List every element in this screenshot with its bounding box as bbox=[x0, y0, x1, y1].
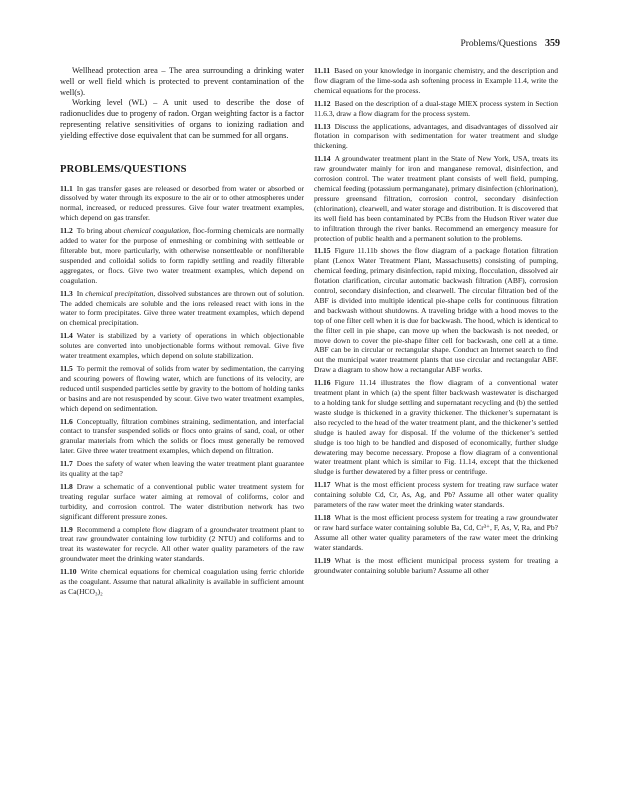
definition-text: A unit used to describe the dose of radionuclides due to progeny of radon. Organ weighting factor is a factor representing relative sensitivities of organs to ionizing radiation and yielding effective dose equivalent that can be summed for all organs. bbox=[60, 98, 304, 140]
question-emphasis: chemical precipitation bbox=[85, 288, 154, 298]
question-text: Water is stabilized by a variety of operations in which objectionable solutes are converted into unobjectionable forms without removal. Give five water treatment examples, which depend on solute stabilization. bbox=[60, 331, 304, 361]
definition-term: Working level (WL) bbox=[72, 98, 148, 108]
question-text: In bbox=[76, 288, 86, 298]
question-text-cont: , floc-forming chemicals are normally added to water for the purpose of enmeshing or combining with settleable or filterable but, more particularly, with otherwise nonsettleable or nonfilterable suspended and colloidal solids to form rapidly settling and readily filterable aggregates, or flocs. Give two water treatment examples, which depend on coagulation. bbox=[60, 226, 304, 285]
definition-paragraph: Wellhead protection area – The area surrounding a drinking water well or well field which is protected to prevent contamination of the well(s). bbox=[60, 66, 305, 97]
question-number: 11.6 bbox=[60, 416, 73, 426]
question-item bbox=[314, 378, 558, 477]
question-item bbox=[60, 525, 304, 565]
question-text: Discuss the applications, advantages, and disadvantages of dissolved air flotation in comparison with sedimentation for water treatment and sludge thickening. bbox=[314, 121, 558, 151]
question-number: 11.3 bbox=[60, 288, 73, 298]
question-item bbox=[60, 289, 304, 329]
question-number: 11.9 bbox=[60, 524, 73, 534]
question-item bbox=[314, 513, 558, 553]
question-item bbox=[314, 154, 558, 243]
question-item bbox=[314, 122, 558, 152]
question-number: 11.15 bbox=[314, 246, 331, 256]
question-item bbox=[314, 246, 558, 375]
question-number: 11.5 bbox=[60, 363, 73, 373]
definition-paragraph: Working level (WL) – A unit used to describe the dose of radionuclides due to progeny of radon. Organ weighting factor is a factor representing relative sensitivities of organs to ionizing radiation and yielding effective dose equivalent that can be summed for all organs. bbox=[60, 98, 304, 140]
running-header bbox=[60, 38, 560, 52]
question-number: 11.19 bbox=[314, 555, 331, 565]
question-number: 11.13 bbox=[314, 121, 331, 131]
definition-term: Wellhead protection area bbox=[72, 66, 158, 75]
question-emphasis: chemical coagulation bbox=[123, 226, 189, 236]
question-text: To permit the removal of solids from water by sedimentation, the carrying and scouring powers of flowing water, which are functions of its velocity, are reduced until suspended particles settle by gravity to the bottom of holding tanks or basins and are not resuspended by scour. Give two water treatment examples, which depend on sedimentation. bbox=[60, 363, 304, 413]
question-number: 11.2 bbox=[60, 226, 73, 236]
question-item bbox=[60, 331, 304, 361]
question-text: What is the most efficient municipal process system for treating a groundwater containing soluble barium? Assume all other bbox=[314, 555, 558, 575]
question-number: 11.11 bbox=[314, 66, 331, 75]
question-item bbox=[60, 364, 304, 414]
question-number: 11.12 bbox=[314, 98, 331, 108]
left-column bbox=[60, 66, 304, 600]
question-number: 11.4 bbox=[60, 331, 73, 341]
page-number: 359 bbox=[545, 38, 560, 49]
question-text: Write chemical equations for chemical coagulation using ferric chloride as the coagulant. Assume that natural alkalinity is available in sufficient amount as Ca(HCO₃)₂ bbox=[60, 567, 304, 597]
question-text: Conceptually, filtration combines straining, sedimentation, and interfacial contact to transfer suspended solids or flocs onto grains of sand, coal, or other granular materials from which the solids or flocs must generally be removed later. Give three water treatment examples, which depend on filtration. bbox=[60, 416, 304, 456]
right-column bbox=[314, 66, 558, 578]
question-text: Based on the description of a dual-stage MIEX process system in Section 11.6.3, draw a flow diagram for the process system. bbox=[314, 98, 558, 118]
running-title: Problems/Questions bbox=[460, 39, 537, 49]
question-number: 11.16 bbox=[314, 378, 331, 388]
question-item bbox=[60, 482, 304, 522]
question-item bbox=[60, 226, 304, 285]
question-text-cont: , dissolved substances are thrown out of solution. The added chemicals are soluble and the ions released react with ions in the water to form precipitates. Give three water treatment examples, which depend on chemical precipitation. bbox=[60, 288, 304, 328]
question-text: Figure 11.11b shows the flow diagram of a package flotation filtration plant (Lenox Water Treatment Plant, Massachusetts) consisting of pumping, chemical feeding, primary disinfection, rapid mixing, flocculation, dissolved air flotation clarification, circular automatic backwash filtration (ABF), corrosion control, secondary disinfection, and clearwell. The circular filtration bed of the ABF is divided into multiple identical pie-shape cells for continuous filtration and backwash without shutdowns. A traveling bridge with a hood moves to the top of one filter cell when it is due for backwash. The hood, which is identical to the filter cell in pie shape, can move up when the backwash is not needed, or move down to cover the pie-shape filter cell for backwash, one cell at a time. ABF can be in circular or rectangular shape. Conduct an Internet search to find out the municipal water treatment plants that use circular and rectangular ABF. Draw a diagram to show how a rectangular ABF works. bbox=[314, 246, 558, 375]
question-item bbox=[314, 66, 558, 96]
question-item bbox=[60, 567, 304, 597]
question-text: What is the most efficient process system for treating a raw groundwater or raw hard surface water containing soluble Ba, Cd, Cr³⁺, F, As, V, Ra, and Pb? Assume all other water quality parameters of the raw water meet the drinking water standards. bbox=[314, 512, 558, 552]
question-text: Based on your knowledge in inorganic chemistry, and the description and flow diagram of the lime-soda ash softening process in Example 11.4, write the chemical equations for the process. bbox=[314, 66, 558, 95]
question-number: 11.7 bbox=[60, 459, 73, 469]
question-item bbox=[314, 556, 558, 576]
question-text: Figure 11.14 illustrates the flow diagram of a conventional water treatment plant in which (a) the spent filter backwash wastewater is discharged to a holding tank for sludge settling and supernatant recycling and (b) the settled waste sludge is thickened in a gravity thickener. The thickener’s supernatant is also recycled to the head of the water treatment plant, and the thickener’s settled sludge is hauled away for disposal. If the volume of the thickener’s settled sludge is too high to be handled and disposed of economically, further sludge dewatering may become necessary. Propose a flow diagram of a conventional water treatment plant which is similar to Fig. 11.14, except that the thickened sludge is further dewatered by a filter press or centrifuge. bbox=[314, 378, 558, 477]
definition-text: The area surrounding a drinking water well or well field which is protected to prevent contamination of the well(s). bbox=[60, 66, 305, 97]
question-text: To bring about bbox=[76, 226, 124, 236]
question-text: What is the most efficient process system for treating raw surface water containing soluble Cd, Cr, As, Ag, and Pb? Assume all other water quality parameters of the raw water meet the drinking water standards. bbox=[314, 480, 558, 510]
question-item bbox=[314, 99, 558, 119]
section-title: PROBLEMS/QUESTIONS bbox=[60, 163, 187, 175]
question-number: 11.14 bbox=[314, 154, 331, 164]
question-number: 11.10 bbox=[60, 567, 77, 577]
question-text: A groundwater treatment plant in the State of New York, USA, treats its raw groundwater mainly for iron and manganese removal, disinfection, and corrosion control. The water treatment plant consists of well field, pumping, chemical feeding (potassium permanganate), primary disinfection (chlorination), pressure greensand filtration, corrosion control, secondary disinfection (chlorination), clearwell, and water storage and distribution. It is discovered that its well field has been contaminated by PCBs from the Hudson River water due to infiltration through the river banks. Recommend an emergency measure for protection of public health and a permanent solution to the problems. bbox=[314, 154, 558, 243]
question-item bbox=[314, 480, 558, 510]
question-item bbox=[60, 417, 304, 457]
question-text: In gas transfer gases are released or desorbed from water or absorbed or dissolved by water through its exposure to the air or to other atmospheres under normal, increased, or reduced pressures. Give four water treatment examples, which depend on gas transfer. bbox=[60, 183, 304, 223]
question-text: Does the safety of water when leaving the water treatment plant guarantee its quality at the tap? bbox=[60, 459, 304, 479]
question-text: Draw a schematic of a conventional public water treatment system for treating regular surface water aiming at removal of coliforms, color and turbidity, and corrosion control. The water distribution network has two significant different pressure zones. bbox=[60, 481, 304, 521]
question-item bbox=[60, 459, 304, 479]
question-text: Recommend a complete flow diagram of a groundwater treatment plant to treat raw groundwater containing low turbidity (2 NTU) and coliforms and to treat its wastewater for recycle. All other water quality parameters of the raw groundwater meet the drinking water standards. bbox=[60, 524, 304, 564]
question-number: 11.18 bbox=[314, 512, 331, 522]
question-number: 11.8 bbox=[60, 481, 73, 491]
question-item bbox=[60, 184, 304, 224]
question-number: 11.17 bbox=[314, 480, 331, 490]
question-number: 11.1 bbox=[60, 183, 73, 193]
